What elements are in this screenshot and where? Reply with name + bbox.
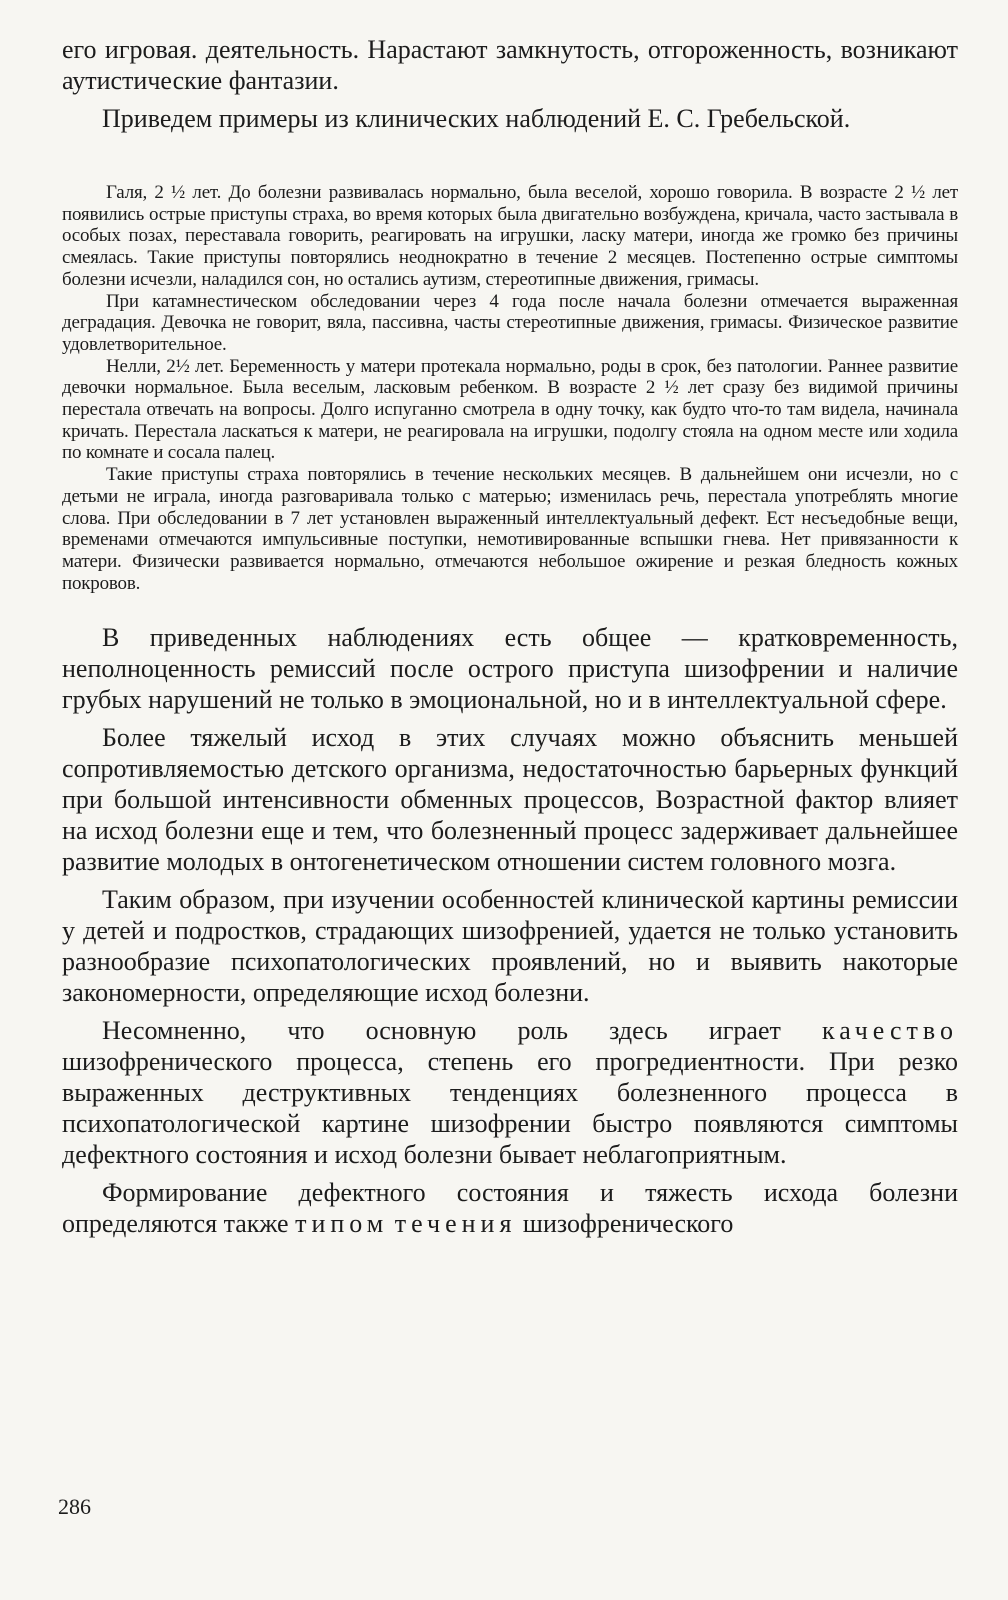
text-run: шизофренического процесса, степень его прогредиентности. При резко выраженных деструктивных тенденциях болезненного процесса в психопатологической картине шизофрении быстро появляются симптомы дефектного состояния и исход болезни бывает неблагоприятным. (62, 1047, 958, 1170)
case-paragraph: Нелли, 2½ лет. Беременность у матери протекала нормально, роды в срок, без патологии. Раннее развитие девочки нормальное. Была веселым, ласковым ребенком. В возрасте 2 ½ лет сразу без видимой причины перестала отвечать на вопросы. Долго испуганно смотрела в одну точку, как будто что-то там видела, начинала кричать. Перестала ласкаться к матери, не реагировала на игрушки, подолгу стояла на одном месте или ходила по комнате и сосала палец. (62, 355, 958, 464)
case-paragraph: Такие приступы страха повторялись в течение нескольких месяцев. В дальнейшем они исчезли, но с детьми не играла, иногда разговаривала только с матерью; изменилась речь, перестала употреблять многие слова. При обследовании в 7 лет установлен выраженный интеллектуальный дефект. Ест несъедобные вещи, временами отмечаются импульсивные поступки, немотивированные вспышки гнева. Нет привязанности к матери. Физически развивается нормально, отмечаются небольшое ожирение и резкая бледность кожных покровов. (62, 464, 958, 594)
spaced-emphasis: качество (821, 1016, 958, 1046)
text-run: Несомненно, что основную роль здесь играет (102, 1016, 822, 1046)
spaced-emphasis: типом (295, 1209, 389, 1239)
case-paragraph: Галя, 2 ½ лет. До болезни развивалась нормально, была веселой, хорошо говорила. В возрасте 2 ½ лет появились острые приступы страха, во время которых была двигательно возбуждена, кричала, часто застывала в особых позах, переставала говорить, реагировать на игрушки, ласку матери, иногда же громко без причины смеялась. Такие приступы повторялись неоднократно в течение 2 месяцев. Постепенно острые симптомы болезни исчезли, наладился сон, но остались аутизм, стереотипные движения, гримасы. (62, 182, 958, 290)
paragraph: В приведенных наблюдениях есть общее — кратковременность, неполноценность ремиссий после острого приступа шизофрении и наличие грубых нарушений не только в эмоциональной, но и в интеллектуальной сфере. (62, 623, 958, 715)
paragraph: Приведем примеры из клинических наблюдений Е. С. Гребельской. (102, 104, 851, 133)
text-run: Формирование дефектного состояния и тяжесть исхода болезни определяются также (62, 1178, 958, 1239)
intro-section (62, 34, 958, 156)
paragraph: Более тяжелый исход в этих случаях можно объяснить меньшей сопротивляемостью детского организма, недостаточностью барьерных функций при большой интенсивности обменных процессов, Возрастной фактор влияет на исход болезни еще и тем, что болезненный процесс задерживает дальнейшее развитие молодых в онтогенетическом отношении систем головного мозга. (62, 723, 958, 877)
text-run: шизофренического (516, 1209, 734, 1239)
discussion-section (62, 622, 958, 1239)
case-paragraph: При катамнестическом обследовании через 4 года после начала болезни отмечается выраженная деградация. Девочка не говорит, вяла, пассивна, часты стереотипные движения, гримасы. Физическое развитие удовлетворительное. (62, 290, 958, 355)
paragraph: Таким образом, при изучении особенностей клинической картины ремиссии у детей и подростков, страдающих шизофренией, удается не только установить разнообразие психопатологических проявлений, но и выявить накоторые закономерности, определяющие исход болезни. (62, 885, 958, 1008)
case-examples (62, 182, 958, 594)
spaced-emphasis: течения (394, 1209, 517, 1239)
paragraph-quality (62, 1015, 958, 1170)
page-number: 286 (58, 1494, 91, 1519)
book-page (62, 34, 958, 1239)
paragraph: его игровая. деятельность. Нарастают замкнутость, отгороженность, возникают аутистические фантазии. (62, 35, 958, 95)
paragraph-course (62, 1177, 958, 1239)
